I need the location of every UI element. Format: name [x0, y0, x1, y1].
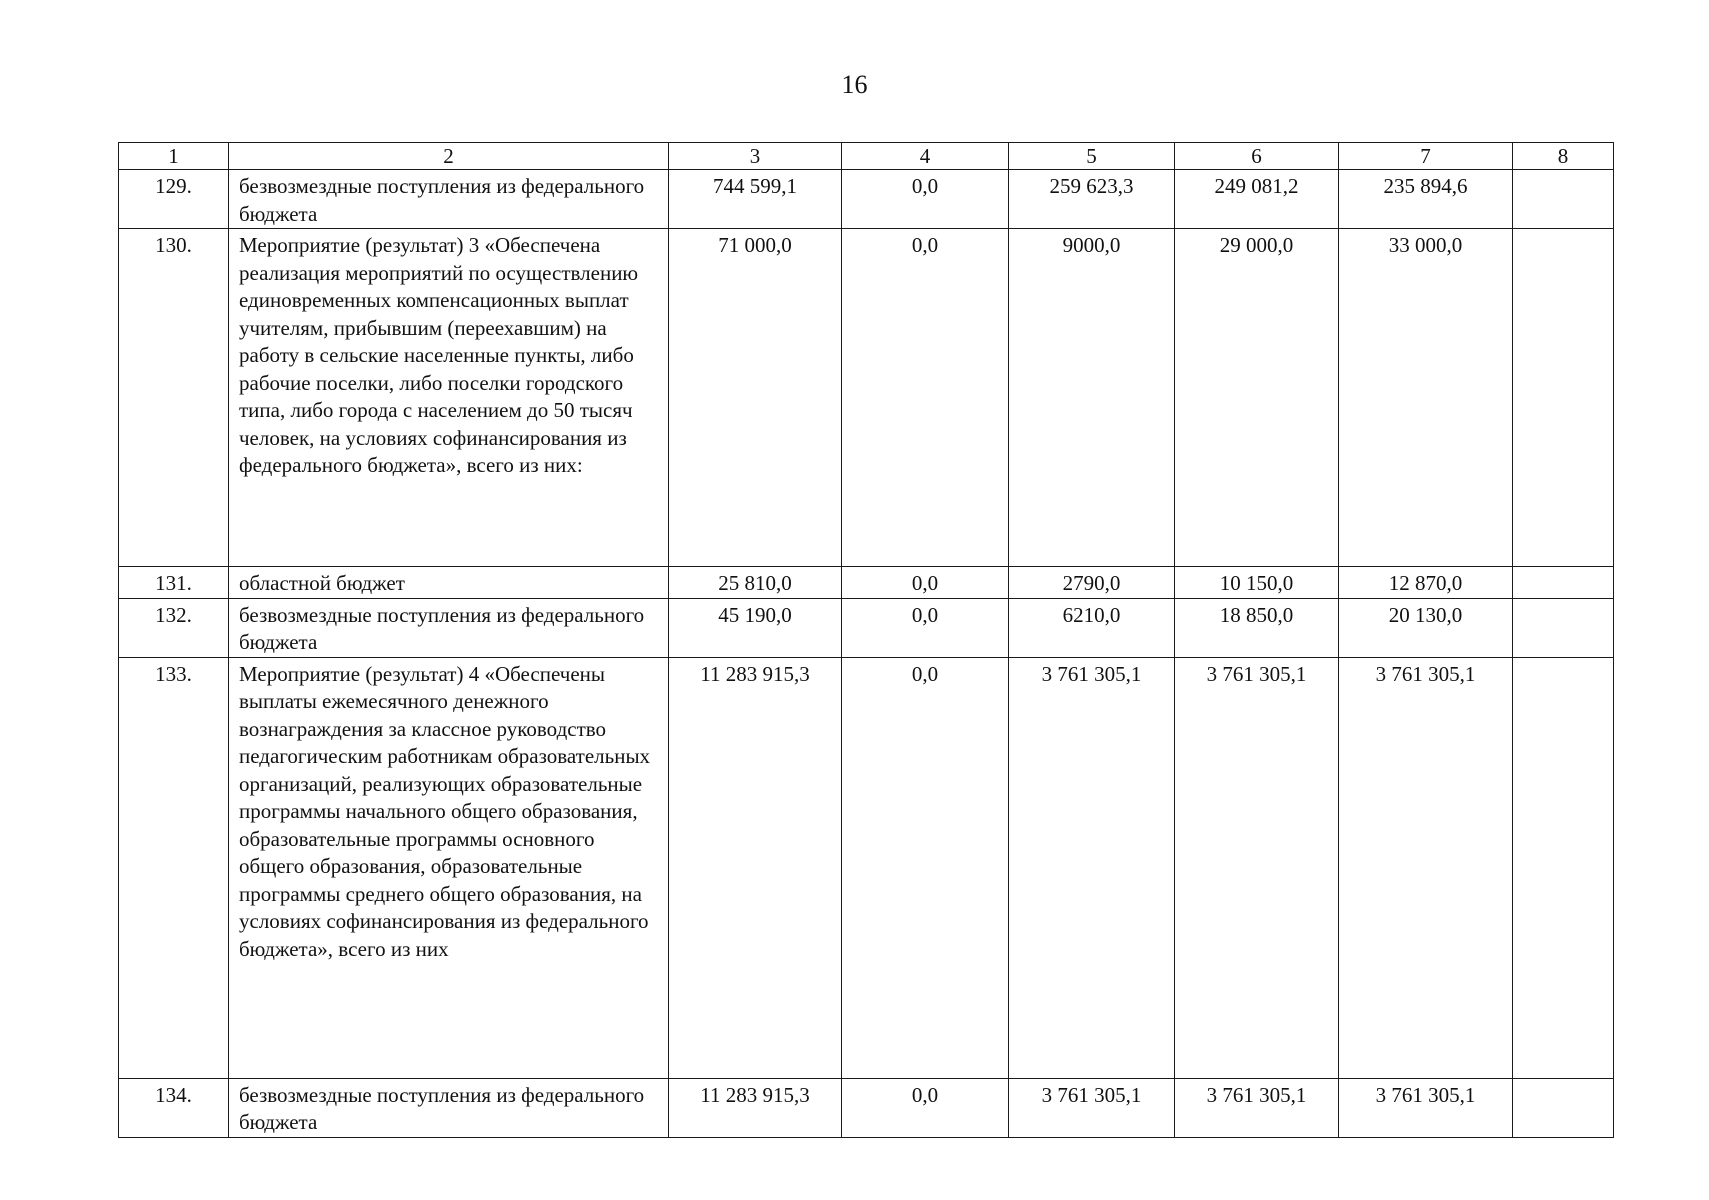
row-value — [1513, 657, 1614, 1078]
row-number: 132. — [119, 598, 229, 657]
row-value — [1513, 567, 1614, 599]
row-value — [1513, 1078, 1614, 1137]
column-header: 8 — [1513, 143, 1614, 170]
row-value: 3 761 305,1 — [1175, 657, 1339, 1078]
row-description: Мероприятие (результат) 4 «Обеспечены выплаты ежемесячного денежного вознаграждения за классное руководство педагогическим работникам образовательных организаций, реализующих образовательные программы начального общего образования, образовательные программы основного общего образования, образовательные программы среднего общего образования, на условиях софинансирования из федерального бюджета», всего из них — [229, 657, 669, 1078]
row-value: 259 623,3 — [1009, 170, 1175, 229]
page-number: 16 — [841, 70, 868, 99]
table-header-row — [119, 143, 1614, 170]
row-number: 134. — [119, 1078, 229, 1137]
row-number: 131. — [119, 567, 229, 599]
row-value: 6210,0 — [1009, 598, 1175, 657]
row-value: 3 761 305,1 — [1339, 1078, 1513, 1137]
budget-table — [118, 142, 1614, 1138]
row-value: 12 870,0 — [1339, 567, 1513, 599]
row-value: 3 761 305,1 — [1175, 1078, 1339, 1137]
row-description: безвозмездные поступления из федерального бюджета — [229, 598, 669, 657]
row-value: 0,0 — [842, 598, 1009, 657]
row-value — [1513, 170, 1614, 229]
row-value: 10 150,0 — [1175, 567, 1339, 599]
column-header: 3 — [669, 143, 842, 170]
table-row — [119, 229, 1614, 567]
row-value: 0,0 — [842, 657, 1009, 1078]
row-description: областной бюджет — [229, 567, 669, 599]
column-header: 1 — [119, 143, 229, 170]
row-value: 33 000,0 — [1339, 229, 1513, 567]
row-value: 11 283 915,3 — [669, 1078, 842, 1137]
row-value: 11 283 915,3 — [669, 657, 842, 1078]
row-value: 18 850,0 — [1175, 598, 1339, 657]
row-description: безвозмездные поступления из федерального бюджета — [229, 1078, 669, 1137]
row-value: 0,0 — [842, 229, 1009, 567]
column-header: 2 — [229, 143, 669, 170]
row-value: 0,0 — [842, 1078, 1009, 1137]
row-value: 744 599,1 — [669, 170, 842, 229]
table-row — [119, 567, 1614, 599]
column-header: 7 — [1339, 143, 1513, 170]
row-value: 71 000,0 — [669, 229, 842, 567]
row-value: 45 190,0 — [669, 598, 842, 657]
row-value: 2790,0 — [1009, 567, 1175, 599]
row-value: 0,0 — [842, 170, 1009, 229]
table-row — [119, 598, 1614, 657]
row-number: 129. — [119, 170, 229, 229]
row-value: 3 761 305,1 — [1009, 657, 1175, 1078]
row-value: 20 130,0 — [1339, 598, 1513, 657]
row-value: 235 894,6 — [1339, 170, 1513, 229]
row-value: 9000,0 — [1009, 229, 1175, 567]
row-value: 25 810,0 — [669, 567, 842, 599]
column-header: 4 — [842, 143, 1009, 170]
row-number: 130. — [119, 229, 229, 567]
row-value: 0,0 — [842, 567, 1009, 599]
table-row — [119, 170, 1614, 229]
row-value: 3 761 305,1 — [1009, 1078, 1175, 1137]
column-header: 5 — [1009, 143, 1175, 170]
row-value: 29 000,0 — [1175, 229, 1339, 567]
row-value — [1513, 598, 1614, 657]
row-description: Мероприятие (результат) 3 «Обеспечена реализация мероприятий по осуществлению единовременных компенсационных выплат учителям, прибывшим (переехавшим) на работу в сельские населенные пункты, либо рабочие поселки, либо поселки городского типа, либо города с населением до 50 тысяч человек, на условиях софинансирования из федерального бюджета», всего из них: — [229, 229, 669, 567]
row-number: 133. — [119, 657, 229, 1078]
row-value: 3 761 305,1 — [1339, 657, 1513, 1078]
table-row — [119, 1078, 1614, 1137]
column-header: 6 — [1175, 143, 1339, 170]
table-row — [119, 657, 1614, 1078]
row-description: безвозмездные поступления из федерального бюджета — [229, 170, 669, 229]
row-value — [1513, 229, 1614, 567]
row-value: 249 081,2 — [1175, 170, 1339, 229]
